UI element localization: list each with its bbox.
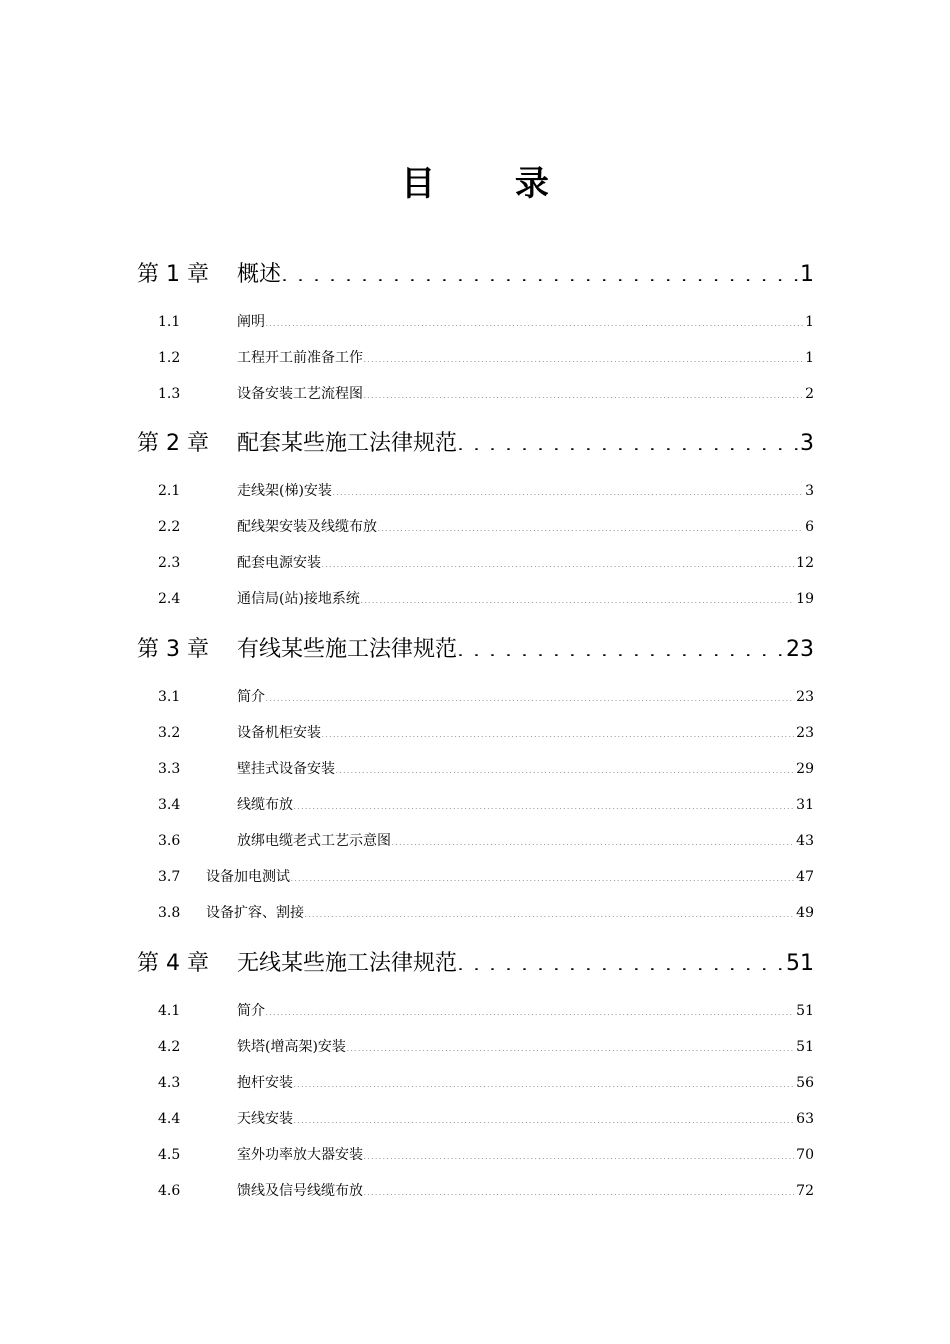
page-number: 1 (805, 314, 814, 330)
dot-leader (290, 867, 794, 881)
page-number: 29 (796, 761, 814, 777)
section-title: 设备加电测试 (206, 869, 290, 885)
dot-leader (346, 1037, 794, 1051)
page-number: 43 (796, 833, 814, 849)
section-title: 铁塔(增高架)安装 (237, 1039, 346, 1055)
section-number: 3.1 (158, 689, 181, 705)
chapter-title: 概述 (237, 262, 282, 287)
dot-leader (335, 759, 794, 773)
toc-section-entry[interactable] (137, 829, 814, 853)
chapter-number: 第 2 章 (137, 431, 209, 456)
toc-section-entry[interactable] (137, 999, 814, 1023)
section-number: 4.5 (158, 1147, 181, 1163)
page-number: 1 (800, 262, 814, 287)
section-number: 3.3 (158, 761, 181, 777)
page-number: 6 (805, 519, 814, 535)
dot-leader (363, 348, 803, 362)
page-number: 31 (796, 797, 814, 813)
toc-section-entry[interactable] (137, 1143, 814, 1167)
page-number: 23 (796, 689, 814, 705)
chapter-number: 第 3 章 (137, 637, 209, 662)
section-title: 设备机柜安装 (237, 725, 321, 741)
section-title: 简介 (237, 1003, 265, 1019)
page-number: 1 (805, 350, 814, 366)
dot-leader (377, 517, 803, 531)
page-number: 3 (800, 431, 814, 456)
dot-leader (360, 589, 794, 603)
page-number: 19 (796, 591, 814, 607)
section-number: 3.7 (158, 869, 181, 885)
chapter-title: 有线某些施工法律规范 (237, 637, 458, 662)
toc-section-entry[interactable] (137, 346, 814, 370)
toc-section-entry[interactable] (137, 1107, 814, 1131)
toc-section-entry[interactable] (137, 551, 814, 575)
section-title: 配线架安装及线缆布放 (237, 519, 377, 535)
chapter-number: 第 1 章 (137, 262, 209, 287)
dot-leader (363, 1181, 794, 1195)
toc-chapter-entry[interactable] (137, 427, 814, 461)
section-title: 简介 (237, 689, 265, 705)
section-number: 2.1 (158, 483, 181, 499)
chapter-title: 配套某些施工法律规范 (237, 431, 458, 456)
page-number: 56 (796, 1075, 814, 1091)
toc-section-entry[interactable] (137, 721, 814, 745)
toc-section-entry[interactable] (137, 1035, 814, 1059)
page-number: 51 (786, 951, 814, 976)
toc-chapter-entry[interactable] (137, 258, 814, 292)
toc-section-entry[interactable] (137, 1071, 814, 1095)
page-number: 3 (805, 483, 814, 499)
toc-section-entry[interactable] (137, 310, 814, 334)
page-number: 12 (796, 555, 814, 571)
page-number: 23 (786, 637, 814, 662)
dot-leader (321, 723, 794, 737)
section-title: 设备扩容、割接 (206, 905, 304, 921)
toc-section-entry[interactable] (137, 479, 814, 503)
page-title: 目 录 (401, 164, 583, 204)
chapter-number: 第 4 章 (137, 951, 209, 976)
section-number: 3.2 (158, 725, 181, 741)
dot-leader (363, 384, 803, 398)
section-title: 阐明 (237, 314, 265, 330)
section-title: 通信局(站)接地系统 (237, 591, 360, 607)
toc-section-entry[interactable] (137, 382, 814, 406)
page-number: 72 (796, 1183, 814, 1199)
dot-leader (457, 948, 784, 970)
page-number: 49 (796, 905, 814, 921)
dot-leader (293, 1073, 794, 1087)
dot-leader (281, 259, 798, 281)
section-number: 1.2 (158, 350, 181, 366)
section-title: 设备安装工艺流程图 (237, 386, 363, 402)
section-number: 4.2 (158, 1039, 181, 1055)
section-number: 1.3 (158, 386, 181, 402)
section-title: 馈线及信号线缆布放 (237, 1183, 363, 1199)
section-title: 天线安装 (237, 1111, 293, 1127)
page-number: 63 (796, 1111, 814, 1127)
toc-section-entry[interactable] (137, 685, 814, 709)
section-number: 2.4 (158, 591, 181, 607)
dot-leader (265, 312, 803, 326)
toc-chapter-entry[interactable] (137, 947, 814, 981)
section-title: 抱杆安装 (237, 1075, 293, 1091)
toc-chapter-entry[interactable] (137, 633, 814, 667)
section-number: 1.1 (158, 314, 181, 330)
toc-section-entry[interactable] (137, 587, 814, 611)
section-number: 2.2 (158, 519, 181, 535)
page-number: 51 (796, 1003, 814, 1019)
section-number: 4.4 (158, 1111, 181, 1127)
dot-leader (265, 687, 794, 701)
section-title: 配套电源安装 (237, 555, 321, 571)
page-number: 2 (805, 386, 814, 402)
toc-section-entry[interactable] (137, 793, 814, 817)
dot-leader (321, 553, 794, 567)
page-number: 47 (796, 869, 814, 885)
section-title: 工程开工前准备工作 (237, 350, 363, 366)
section-title: 室外功率放大器安装 (237, 1147, 363, 1163)
toc-section-entry[interactable] (137, 901, 814, 925)
dot-leader (391, 831, 794, 845)
toc-section-entry[interactable] (137, 1179, 814, 1203)
section-title: 壁挂式设备安装 (237, 761, 335, 777)
page-number: 70 (796, 1147, 814, 1163)
section-title: 线缆布放 (237, 797, 293, 813)
dot-leader (265, 1001, 794, 1015)
dot-leader (363, 1145, 794, 1159)
section-number: 4.1 (158, 1003, 181, 1019)
section-number: 4.6 (158, 1183, 181, 1199)
dot-leader (457, 428, 798, 450)
section-number: 3.4 (158, 797, 181, 813)
page-number: 23 (796, 725, 814, 741)
dot-leader (293, 1109, 794, 1123)
toc-section-entry[interactable] (137, 757, 814, 781)
chapter-title: 无线某些施工法律规范 (237, 951, 458, 976)
section-number: 3.6 (158, 833, 181, 849)
dot-leader (332, 481, 803, 495)
section-number: 4.3 (158, 1075, 181, 1091)
dot-leader (304, 903, 794, 917)
section-title: 放绑电缆老式工艺示意图 (237, 833, 391, 849)
toc-section-entry[interactable] (137, 865, 814, 889)
dot-leader (293, 795, 794, 809)
dot-leader (457, 634, 784, 656)
section-number: 2.3 (158, 555, 181, 571)
section-title: 走线架(梯)安装 (237, 483, 332, 499)
page-number: 51 (796, 1039, 814, 1055)
toc-section-entry[interactable] (137, 515, 814, 539)
section-number: 3.8 (158, 905, 181, 921)
